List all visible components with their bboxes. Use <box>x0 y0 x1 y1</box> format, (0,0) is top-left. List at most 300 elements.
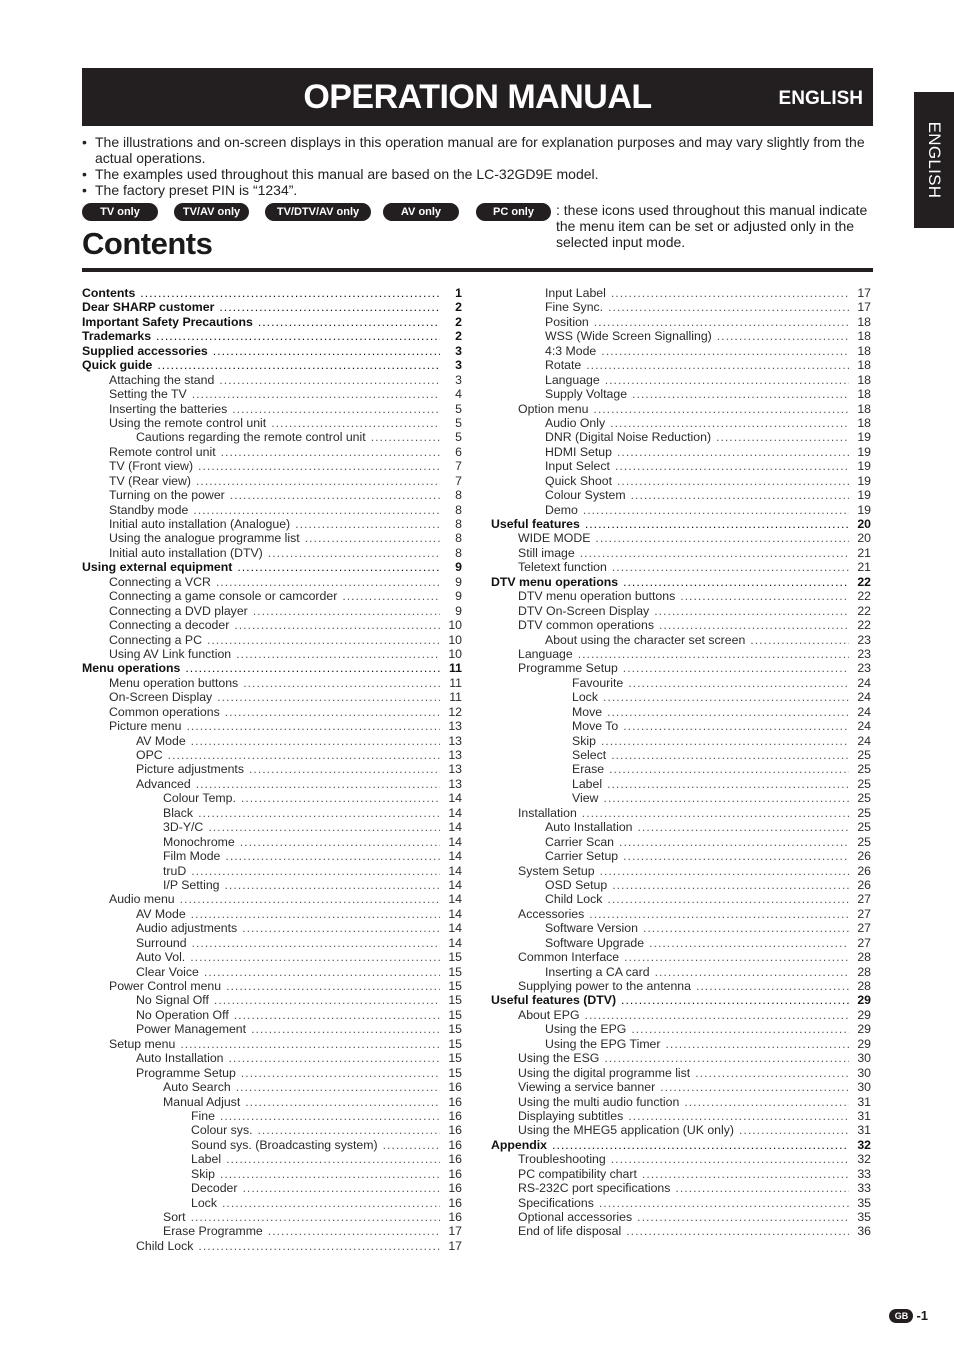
toc-entry-page: 14 <box>448 863 462 878</box>
toc-entry-title: Useful features (DTV) <box>491 993 617 1008</box>
toc-entry-title: Power Management <box>136 1022 247 1037</box>
toc-leader-dots <box>684 1095 849 1109</box>
toc-entry-title: Viewing a service banner <box>518 1080 656 1095</box>
toc-entry <box>82 560 462 574</box>
toc-leader-dots <box>696 979 849 993</box>
toc-entry-page: 19 <box>857 473 871 488</box>
toc-entry-page: 5 <box>455 415 462 430</box>
toc-entry <box>82 965 462 979</box>
toc-entry-title: Picture menu <box>109 719 182 734</box>
toc-leader-dots <box>607 705 849 719</box>
toc-entry-page: 9 <box>455 560 462 575</box>
toc-entry-title: Sound sys. (Broadcasting system) <box>191 1137 378 1152</box>
toc-entry-title: OSD Setup <box>545 877 608 892</box>
toc-entry-title: Connecting a DVD player <box>109 603 248 618</box>
toc-entry-page: 15 <box>448 993 462 1008</box>
toc-leader-dots <box>192 936 440 950</box>
side-tab-label: ENGLISH <box>925 121 944 199</box>
toc-entry-title: Position <box>545 314 589 329</box>
toc-entry-page: 16 <box>448 1181 462 1196</box>
toc-leader-dots <box>251 1022 440 1036</box>
toc-entry <box>491 358 871 372</box>
toc-entry-title: 4:3 Mode <box>545 343 597 358</box>
toc-leader-dots <box>295 517 440 531</box>
toc-leader-dots <box>716 430 849 444</box>
toc-entry-page: 28 <box>857 964 871 979</box>
toc-entry-page: 18 <box>857 401 871 416</box>
toc-entry <box>491 690 871 704</box>
toc-entry-page: 18 <box>857 343 871 358</box>
toc-entry-title: Appendix <box>491 1137 548 1152</box>
toc-leader-dots <box>168 748 440 762</box>
toc-leader-dots <box>241 791 440 805</box>
toc-leader-dots <box>589 907 849 921</box>
toc-entry <box>491 936 871 950</box>
toc-entry-page: 16 <box>448 1210 462 1224</box>
toc-entry <box>491 531 871 545</box>
toc-entry-title: WIDE MODE <box>518 531 591 546</box>
toc-entry-title: Child Lock <box>136 1238 194 1253</box>
toc-leader-dots <box>624 950 849 964</box>
toc-entry-title: Dear SHARP customer <box>82 300 215 315</box>
toc-entry-page: 14 <box>448 834 462 849</box>
toc-entry-page: 17 <box>857 300 871 315</box>
toc-leader-dots <box>655 965 849 979</box>
toc-leader-dots <box>204 965 440 979</box>
toc-entry-title: Using external equipment <box>82 560 233 575</box>
toc-leader-dots <box>157 358 440 372</box>
toc-entry <box>491 705 871 719</box>
toc-entry-title: Advanced <box>136 776 191 791</box>
toc-entry-page: 23 <box>857 646 871 661</box>
toc-entry-title: Specifications <box>518 1195 594 1210</box>
toc-entry-title: Using the EPG Timer <box>545 1036 661 1051</box>
manual-title: OPERATION MANUAL <box>303 78 652 116</box>
toc-leader-dots <box>637 1210 849 1224</box>
toc-entry <box>491 762 871 776</box>
toc-leader-dots <box>632 387 849 401</box>
toc-entry <box>491 503 871 517</box>
toc-leader-dots <box>580 546 849 560</box>
toc-entry-page: 18 <box>857 415 871 430</box>
toc-entry-page: 14 <box>448 906 462 921</box>
toc-entry-title: Auto Installation <box>136 1051 224 1066</box>
toc-entry-title: Quick guide <box>82 358 153 373</box>
toc-entry-page: 8 <box>455 502 462 517</box>
toc-entry-title: Demo <box>545 502 578 517</box>
toc-entry <box>82 1080 462 1094</box>
toc-entry <box>491 1051 871 1065</box>
toc-entry-page: 16 <box>448 1123 462 1138</box>
toc-leader-dots <box>623 661 849 675</box>
badges-description: : these icons used throughout this manual indicate the menu item can be set or adjusted only in the selected input mode. <box>556 202 868 250</box>
toc-entry-title: Quick Shoot <box>545 473 612 488</box>
toc-entry <box>491 618 871 632</box>
toc-entry-title: Select <box>572 748 607 762</box>
toc-entry-title: On-Screen Display <box>109 690 213 705</box>
toc-leader-dots <box>617 474 849 488</box>
toc-entry-page: 12 <box>448 704 462 719</box>
toc-entry-page: 21 <box>857 545 871 560</box>
toc-entry <box>82 604 462 618</box>
toc-entry-page: 11 <box>449 690 462 705</box>
toc-entry <box>491 445 871 459</box>
toc-leader-dots <box>582 806 849 820</box>
toc-entry-page: 16 <box>448 1094 462 1109</box>
toc-leader-dots <box>660 1080 849 1094</box>
toc-leader-dots <box>585 1008 849 1022</box>
toc-entry-page: 7 <box>455 473 462 488</box>
toc-entry <box>82 676 462 690</box>
toc-entry <box>82 517 462 531</box>
toc-entry-title: Setting the TV <box>109 387 187 402</box>
toc-entry <box>82 575 462 589</box>
toc-entry-title: Option menu <box>518 401 589 416</box>
toc-leader-dots <box>619 835 849 849</box>
toc-leader-dots <box>626 1224 849 1238</box>
toc-leader-dots <box>217 690 440 704</box>
toc-entry-page: 24 <box>857 733 871 748</box>
toc-leader-dots <box>225 878 440 892</box>
toc-leader-dots <box>220 1167 440 1181</box>
toc-leader-dots <box>612 878 849 892</box>
toc-entry-page: 19 <box>857 502 871 517</box>
toc-leader-dots <box>198 806 440 820</box>
toc-entry-title: truD <box>163 863 187 878</box>
toc-leader-dots <box>234 618 440 632</box>
toc-entry <box>82 1008 462 1022</box>
toc-entry-title: End of life disposal <box>518 1224 622 1239</box>
toc-entry <box>491 1123 871 1137</box>
toc-leader-dots <box>371 430 440 444</box>
toc-leader-dots <box>595 531 849 545</box>
title-bar <box>82 68 873 126</box>
toc-leader-dots <box>608 300 849 314</box>
toc-entry-page: 20 <box>857 531 871 546</box>
toc-leader-dots <box>185 661 440 675</box>
toc-entry-title: Useful features <box>491 517 580 531</box>
toc-entry <box>82 936 462 950</box>
toc-entry-title: Teletext function <box>518 560 607 575</box>
toc-entry-title: Supplied accessories <box>82 343 208 358</box>
toc-entry-title: OPC <box>136 748 163 762</box>
toc-entry <box>491 402 871 416</box>
toc-entry-page: 22 <box>857 618 871 633</box>
toc-entry <box>491 329 871 343</box>
toc-entry-page: 13 <box>448 719 462 734</box>
toc-entry-title: Carrier Scan <box>545 834 615 849</box>
toc-entry-page: 15 <box>448 950 462 965</box>
toc-entry-title: Software Upgrade <box>545 935 645 950</box>
toc-entry-page: 14 <box>448 791 462 806</box>
toc-leader-dots <box>621 993 849 1007</box>
toc-entry-page: 2 <box>455 300 462 315</box>
toc-entry-page: 24 <box>857 719 871 734</box>
toc-leader-dots <box>583 503 849 517</box>
toc-leader-dots <box>221 445 440 459</box>
page-footer <box>889 1308 928 1323</box>
toc-entry <box>491 892 871 906</box>
toc-entry <box>491 791 871 805</box>
toc-entry-page: 19 <box>857 430 871 445</box>
toc-entry <box>82 300 462 314</box>
toc-entry-page: 24 <box>857 704 871 719</box>
toc-entry <box>491 921 871 935</box>
toc-entry-page: 20 <box>857 517 871 531</box>
toc-leader-dots <box>609 762 849 776</box>
toc-entry-title: Turning on the power <box>109 488 225 503</box>
toc-entry <box>82 1022 462 1036</box>
toc-entry-title: Move <box>572 704 603 719</box>
toc-entry-title: Using AV Link function <box>109 646 232 661</box>
toc-entry-page: 14 <box>448 877 462 892</box>
toc-entry <box>491 719 871 733</box>
toc-leader-dots <box>649 936 849 950</box>
toc-entry-page: 17 <box>448 1238 462 1253</box>
toc-entry-title: Menu operations <box>82 661 181 676</box>
toc-entry-title: Clear Voice <box>136 964 199 979</box>
toc-entry <box>491 459 871 473</box>
toc-entry-page: 24 <box>857 690 871 705</box>
toc-leader-dots <box>226 979 440 993</box>
toc-entry-title: Input Select <box>545 459 610 474</box>
toc-entry-title: Input Label <box>545 286 606 300</box>
toc-leader-dots <box>593 402 849 416</box>
toc-leader-dots <box>242 921 440 935</box>
notes-list <box>82 134 874 198</box>
toc-left-column <box>82 286 462 1253</box>
toc-entry-title: About EPG <box>518 1007 580 1022</box>
badge-tv-only: TV only <box>82 203 158 221</box>
toc-entry-title: WSS (Wide Screen Signalling) <box>545 329 712 344</box>
toc-leader-dots <box>342 589 440 603</box>
toc-entry-title: Skip <box>572 733 596 748</box>
toc-entry <box>491 416 871 430</box>
toc-entry-title: Audio Only <box>545 415 606 430</box>
toc-leader-dots <box>225 849 440 863</box>
toc-entry <box>491 835 871 849</box>
toc-entry <box>82 820 462 834</box>
toc-entry <box>82 459 462 473</box>
toc-entry-title: Monochrome <box>163 834 235 849</box>
toc-entry <box>82 373 462 387</box>
toc-entry <box>491 1181 871 1195</box>
toc-entry-title: Audio adjustments <box>136 921 238 936</box>
badge-pc-only: PC only <box>476 203 551 221</box>
toc-entry <box>491 1037 871 1051</box>
toc-entry-page: 15 <box>448 979 462 993</box>
toc-leader-dots <box>249 762 440 776</box>
toc-leader-dots <box>623 719 849 733</box>
toc-leader-dots <box>242 1181 440 1195</box>
toc-entry-page: 31 <box>857 1123 871 1138</box>
toc-leader-dots <box>156 329 440 343</box>
toc-entry <box>82 661 462 675</box>
toc-entry-page: 6 <box>455 444 462 459</box>
toc-leader-dots <box>642 1167 849 1181</box>
toc-entry <box>491 806 871 820</box>
language-side-tab <box>914 92 954 228</box>
toc-entry-page: 28 <box>857 979 871 993</box>
toc-leader-dots <box>196 777 440 791</box>
toc-entry <box>491 734 871 748</box>
toc-entry <box>491 1008 871 1022</box>
toc-entry <box>82 734 462 748</box>
toc-entry-page: 22 <box>857 603 871 618</box>
toc-entry-title: Connecting a game console or camcorder <box>109 589 338 604</box>
toc-entry-page: 17 <box>857 286 871 300</box>
toc-entry-title: Label <box>572 776 603 791</box>
toc-entry <box>491 878 871 892</box>
toc-entry-page: 15 <box>448 1036 462 1051</box>
toc-entry-title: Optional accessories <box>518 1210 633 1224</box>
toc-entry-title: Auto Installation <box>545 820 633 835</box>
toc-entry-page: 19 <box>857 444 871 459</box>
toc-entry-page: 25 <box>857 748 871 762</box>
toc-entry-page: 24 <box>857 675 871 690</box>
toc-leader-dots <box>268 1224 440 1238</box>
toc-entry <box>491 1152 871 1166</box>
toc-leader-dots <box>611 1152 849 1166</box>
toc-entry-page: 35 <box>857 1195 871 1210</box>
toc-entry <box>82 1196 462 1210</box>
toc-entry-title: Using the digital programme list <box>518 1065 691 1080</box>
toc-entry-title: Inserting the batteries <box>109 401 228 416</box>
toc-entry-page: 17 <box>448 1224 462 1239</box>
note-item: • The factory preset PIN is “1234”. <box>82 182 874 198</box>
toc-leader-dots <box>578 647 849 661</box>
toc-entry-page: 10 <box>448 618 462 633</box>
toc-entry <box>491 1224 871 1238</box>
toc-entry <box>82 1181 462 1195</box>
toc-entry <box>82 1037 462 1051</box>
toc-entry-title: Lock <box>572 690 598 705</box>
toc-leader-dots <box>191 907 440 921</box>
toc-leader-dots <box>271 416 440 430</box>
toc-entry-page: 25 <box>857 776 871 791</box>
toc-entry-title: Decoder <box>191 1181 238 1196</box>
note-item: • The illustrations and on-screen displays in this operation manual are for explanation purposes and may vary slightly from the actual operations. <box>82 134 874 166</box>
toc-entry-title: Supplying power to the antenna <box>518 979 691 993</box>
toc-leader-dots <box>654 604 849 618</box>
toc-leader-dots <box>268 546 440 560</box>
toc-entry-page: 3 <box>455 343 462 358</box>
toc-entry <box>491 344 871 358</box>
contents-heading: Contents <box>82 226 213 261</box>
toc-leader-dots <box>192 387 440 401</box>
toc-entry <box>491 864 871 878</box>
toc-leader-dots <box>631 1022 849 1036</box>
toc-entry-title: DNR (Digital Noise Reduction) <box>545 430 712 445</box>
toc-entry-page: 8 <box>455 531 462 546</box>
toc-entry-title: Using the EPG <box>545 1022 627 1037</box>
toc-entry <box>491 1022 871 1036</box>
toc-leader-dots <box>229 1051 440 1065</box>
toc-entry-page: 16 <box>448 1137 462 1152</box>
toc-entry <box>82 1109 462 1123</box>
toc-entry <box>491 676 871 690</box>
toc-entry-page: 16 <box>448 1108 462 1123</box>
toc-entry-page: 9 <box>455 574 462 589</box>
toc-entry <box>491 748 871 762</box>
language-label: ENGLISH <box>778 88 863 109</box>
toc-entry-title: 3D-Y/C <box>163 820 204 835</box>
toc-entry-page: 16 <box>448 1195 462 1210</box>
toc-right-column <box>491 286 871 1239</box>
toc-entry-page: 4 <box>455 387 462 402</box>
toc-leader-dots <box>680 589 849 603</box>
toc-entry-title: Using the multi audio function <box>518 1094 680 1109</box>
toc-entry <box>491 1066 871 1080</box>
note-item: • The examples used throughout this manual are based on the LC-32GD9E model. <box>82 166 874 182</box>
toc-entry-title: Sort <box>163 1210 186 1224</box>
toc-entry <box>491 965 871 979</box>
toc-entry-page: 2 <box>455 329 462 344</box>
toc-entry-title: Carrier Setup <box>545 849 619 864</box>
toc-entry-title: DTV menu operation buttons <box>518 589 676 604</box>
toc-entry-page: 14 <box>448 892 462 907</box>
toc-entry-page: 25 <box>857 791 871 806</box>
toc-entry <box>82 835 462 849</box>
toc-entry <box>491 286 871 300</box>
toc-entry <box>82 633 462 647</box>
toc-leader-dots <box>180 892 440 906</box>
toc-entry-page: 33 <box>857 1181 871 1196</box>
toc-entry-title: Remote control unit <box>109 444 216 459</box>
toc-leader-dots <box>237 560 440 574</box>
toc-entry-title: DTV common operations <box>518 618 655 633</box>
toc-entry-title: Using the MHEG5 application (UK only) <box>518 1123 734 1138</box>
toc-leader-dots <box>186 719 440 733</box>
toc-entry <box>491 1109 871 1123</box>
toc-entry-page: 14 <box>448 849 462 864</box>
toc-entry <box>82 791 462 805</box>
toc-leader-dots <box>666 1037 850 1051</box>
toc-entry-title: PC compatibility chart <box>518 1166 637 1181</box>
toc-leader-dots <box>383 1138 440 1152</box>
toc-entry-page: 18 <box>857 372 871 387</box>
toc-leader-dots <box>750 633 849 647</box>
toc-leader-dots <box>180 1037 440 1051</box>
toc-entry-page: 2 <box>455 314 462 329</box>
toc-entry <box>82 1095 462 1109</box>
toc-entry <box>491 546 871 560</box>
toc-entry-title: Common operations <box>109 704 220 719</box>
toc-entry-title: RS-232C port specifications <box>518 1181 671 1196</box>
toc-entry-title: View <box>572 791 599 806</box>
toc-entry <box>491 1167 871 1181</box>
toc-entry-page: 23 <box>857 661 871 676</box>
toc-entry <box>82 993 462 1007</box>
toc-entry-title: Lock <box>191 1195 217 1210</box>
toc-entry-title: Trademarks <box>82 329 152 344</box>
toc-entry <box>82 849 462 863</box>
toc-entry-page: 14 <box>448 921 462 936</box>
toc-entry-page: 10 <box>448 632 462 647</box>
toc-entry <box>491 575 871 589</box>
toc-leader-dots <box>611 748 849 762</box>
toc-entry-page: 26 <box>857 877 871 892</box>
toc-entry-title: Software Version <box>545 921 638 936</box>
toc-entry <box>491 993 871 1007</box>
toc-entry-page: 22 <box>857 589 871 604</box>
toc-entry <box>82 1138 462 1152</box>
toc-entry <box>491 373 871 387</box>
toc-entry-title: Using the ESG <box>518 1051 600 1066</box>
toc-entry-page: 32 <box>857 1137 871 1152</box>
toc-entry <box>82 950 462 964</box>
toc-leader-dots <box>234 1008 440 1022</box>
